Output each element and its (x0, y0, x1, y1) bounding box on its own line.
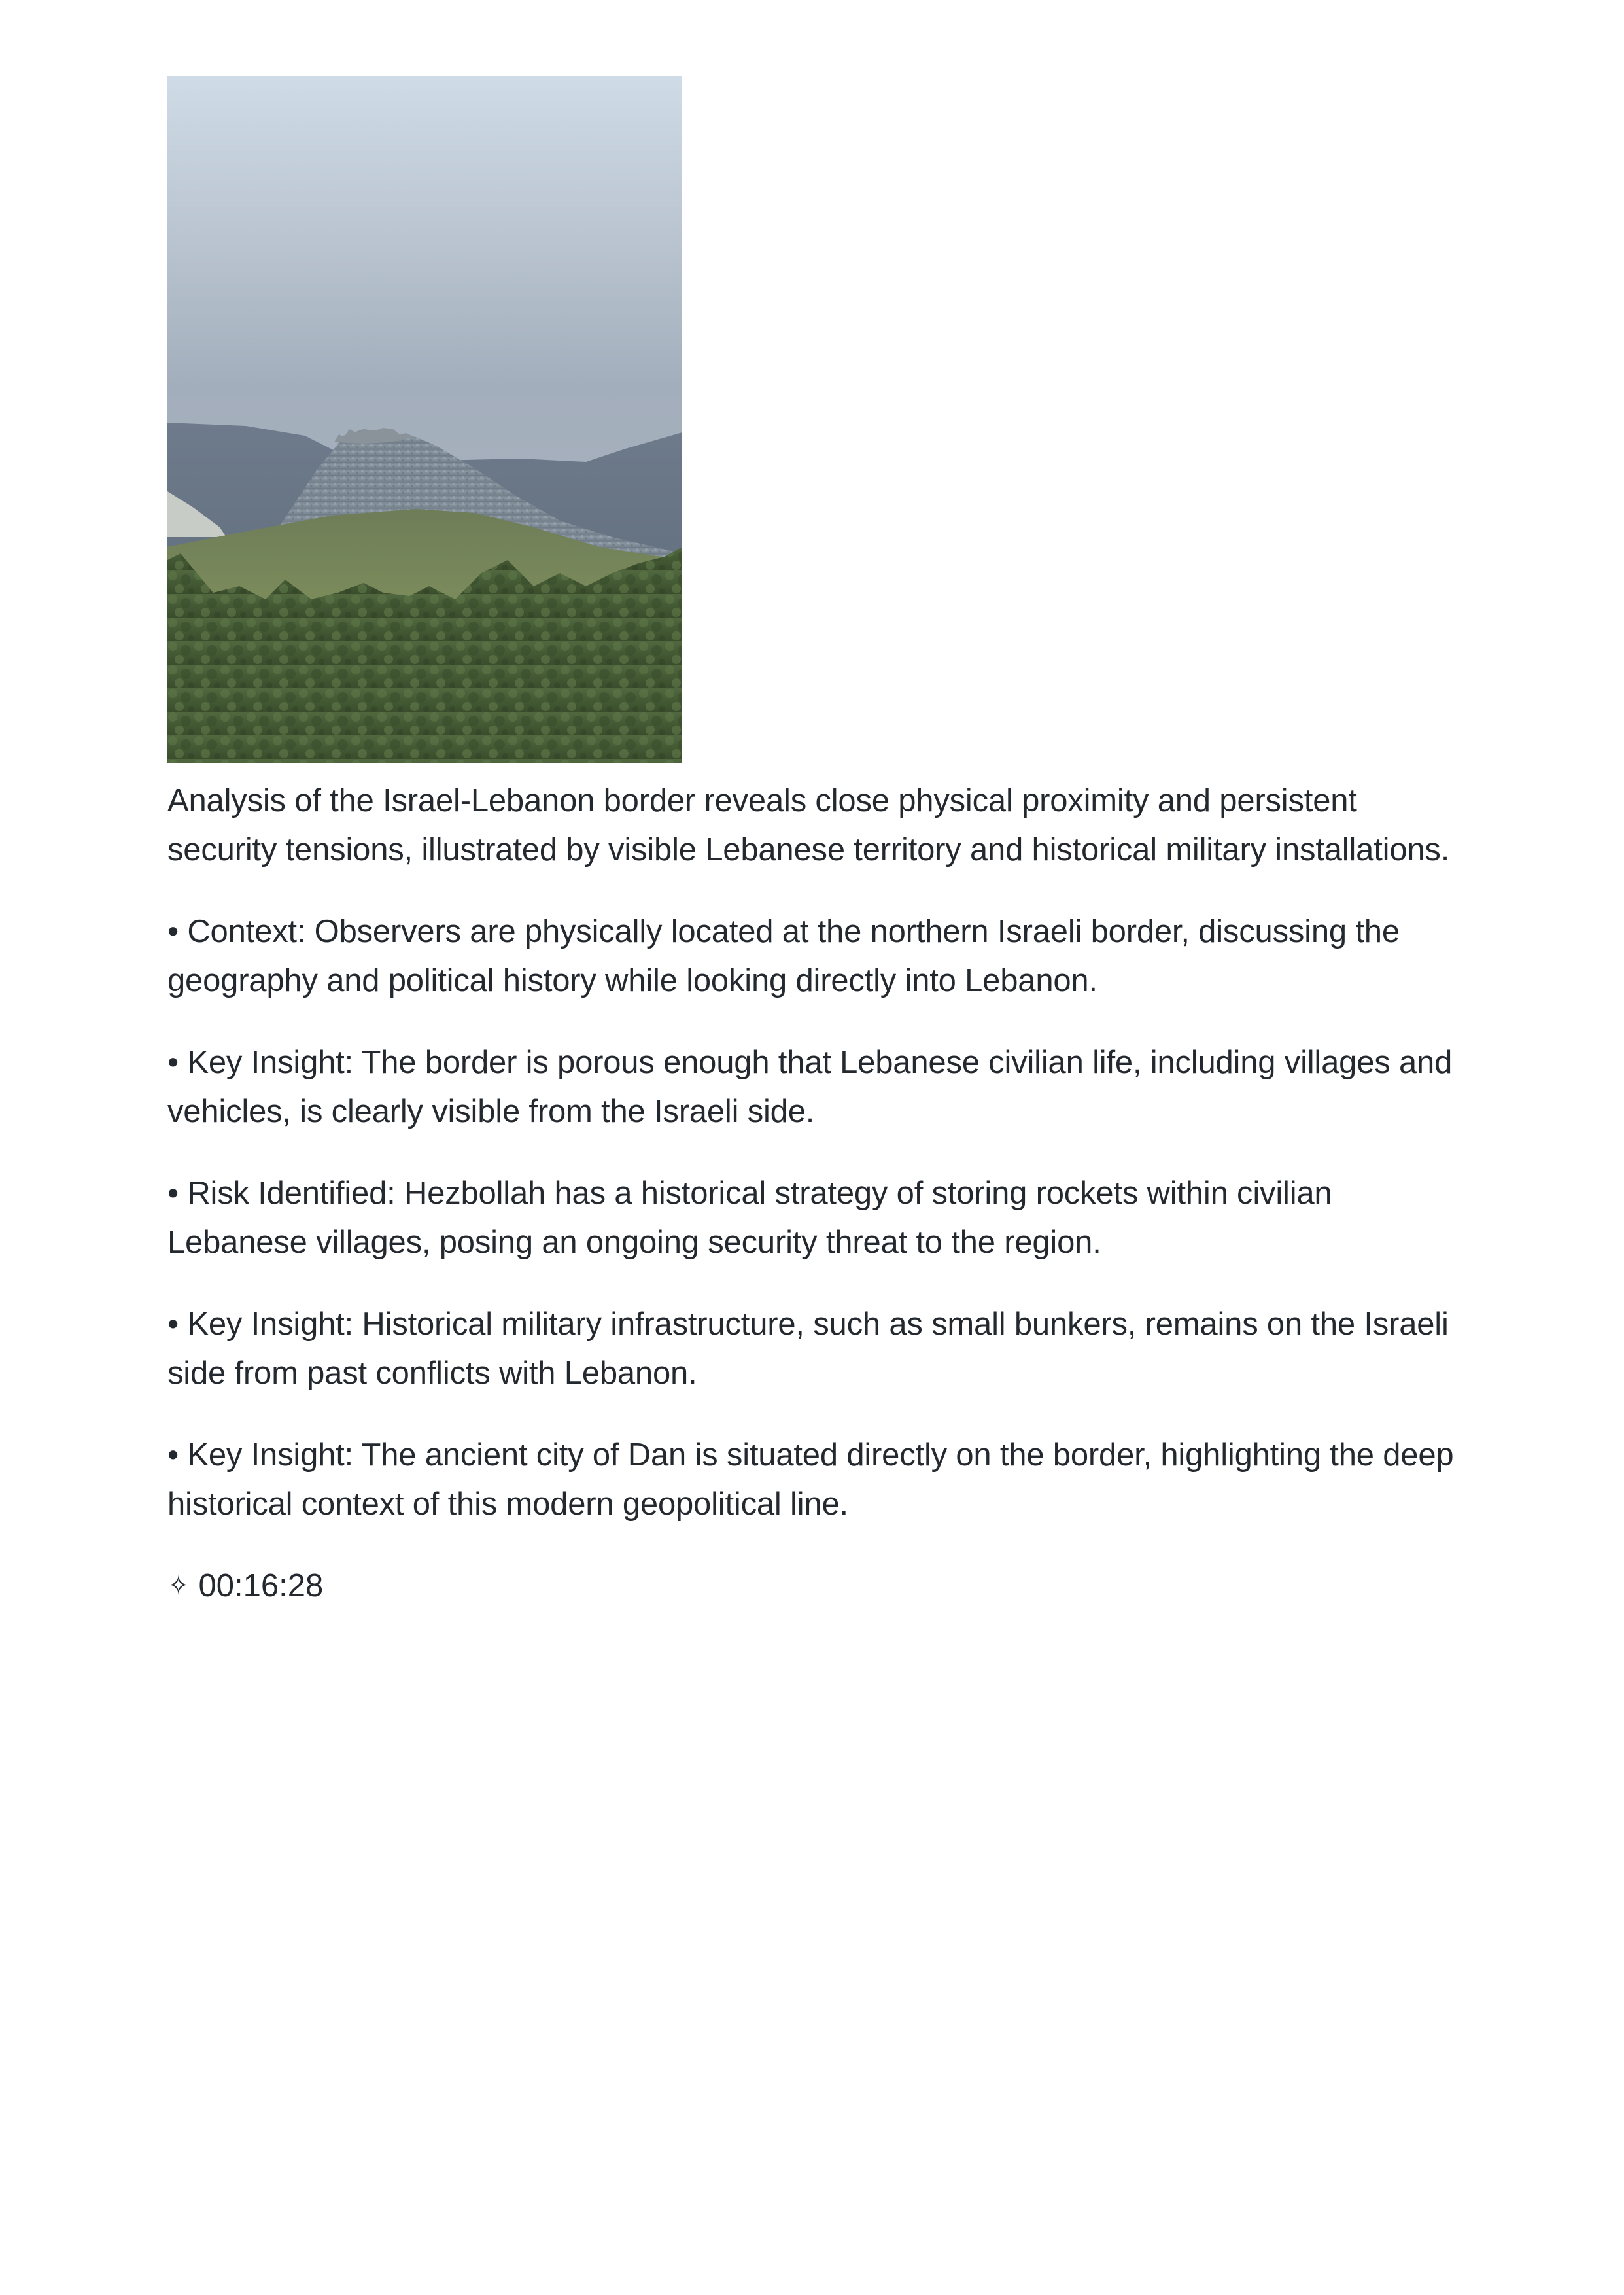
bullet-risk-identified: • Risk Identified: Hezbollah has a historical strategy of storing rockets within civilian Lebanese villages, posing an ongoing security threat to the region. (167, 1176, 1332, 1260)
landscape-photo (167, 76, 682, 763)
summary-paragraph: Analysis of the Israel-Lebanon border reveals close physical proximity and persistent security tensions, illustrated by visible Lebanese territory and historical military installations. (167, 783, 1450, 867)
bullet-context: • Context: Observers are physically located at the northern Israeli border, discussing the geography and political history while looking directly into Lebanon. (167, 914, 1400, 998)
bullet-key-insight-dan: • Key Insight: The ancient city of Dan is situated directly on the border, highlighting the deep historical context of this modern geopolitical line. (167, 1437, 1454, 1522)
document-page (167, 76, 1462, 1611)
timestamp[interactable] (167, 1562, 1462, 1611)
summary-text (167, 777, 1462, 1611)
sparkle-icon: ✧ (167, 1571, 190, 1601)
bullet-key-insight-bunkers: • Key Insight: Historical military infrastructure, such as small bunkers, remains on the Israeli side from past conflicts with Lebanon. (167, 1306, 1449, 1391)
bullet-key-insight-porous-border: • Key Insight: The border is porous enough that Lebanese civilian life, including villages and vehicles, is clearly visible from the Israeli side. (167, 1045, 1453, 1129)
timestamp-value: 00:16:28 (198, 1568, 324, 1603)
